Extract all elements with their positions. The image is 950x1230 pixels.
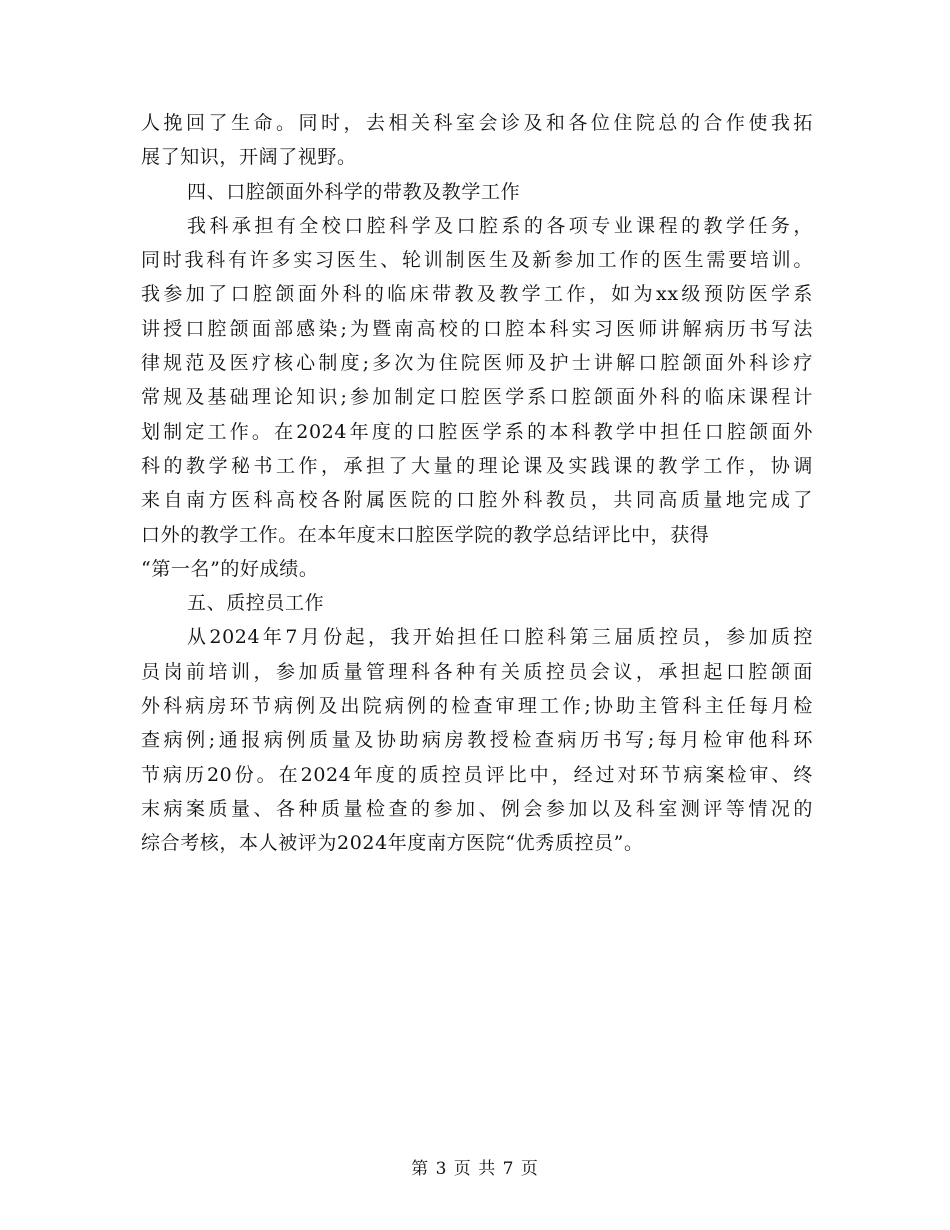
text-line: 常规及基础理论知识;参加制定口腔医学系口腔颌面外科的临床课程计 <box>141 386 813 409</box>
text-line: 划制定工作。在2024年度的口腔医学系的本科教学中担任口腔颌面外 <box>141 420 813 443</box>
text-line: 综合考核，本人被评为2024年度南方医院“优秀质控员”。 <box>141 832 644 855</box>
text-line: 展了知识，开阔了视野。 <box>141 146 357 169</box>
text-line: 外科病房环节病例及出院病例的检查审理工作;协助主管科主任每月检 <box>141 695 813 718</box>
text-line: 律规范及医疗核心制度;多次为住院医师及护士讲解口腔颌面外科诊疗 <box>141 352 813 375</box>
text-line: 末病案质量、各种质量检查的参加、例会参加以及科室测评等情况的 <box>141 797 813 820</box>
text-line: 我科承担有全校口腔科学及口腔系的各项专业课程的教学任务， <box>187 214 813 237</box>
text-line: 我参加了口腔颌面外科的临床带教及教学工作，如为xx级预防医学系 <box>141 283 813 306</box>
text-line: “第一名”的好成绩。 <box>141 557 319 580</box>
text-line: 四、口腔颌面外科学的带教及教学工作 <box>187 180 521 203</box>
page-footer: 第 3 页 共 7 页 <box>411 1159 539 1179</box>
text-line: 查病例;通报病例质量及协助病房教授检查病历书写;每月检审他科环 <box>141 729 813 752</box>
text-line: 来自南方医科高校各附属医院的口腔外科教员，共同高质量地完成了 <box>141 489 813 512</box>
text-line: 讲授口腔颌面部感染;为暨南高校的口腔本科实习医师讲解病历书写法 <box>141 317 813 340</box>
text-line: 节病历20份。在2024年度的质控员评比中，经过对环节病案检审、终 <box>141 763 813 786</box>
text-line: 员岗前培训，参加质量管理科各种有关质控员会议，承担起口腔颌面 <box>141 660 813 683</box>
text-line: 口外的教学工作。在本年度末口腔医学院的教学总结评比中，获得 <box>141 523 710 546</box>
text-line: 科的教学秘书工作，承担了大量的理论课及实践课的教学工作，协调 <box>141 454 813 477</box>
text-line: 同时我科有许多实习医生、轮训制医生及新参加工作的医生需要培训。 <box>141 249 813 272</box>
text-line: 五、质控员工作 <box>187 592 325 615</box>
document-body <box>141 106 813 861</box>
text-line: 人挽回了生命。同时，去相关科室会诊及和各位住院总的合作使我拓 <box>141 112 813 134</box>
text-line: 从2024年7月份起，我开始担任口腔科第三届质控员，参加质控 <box>187 626 813 649</box>
